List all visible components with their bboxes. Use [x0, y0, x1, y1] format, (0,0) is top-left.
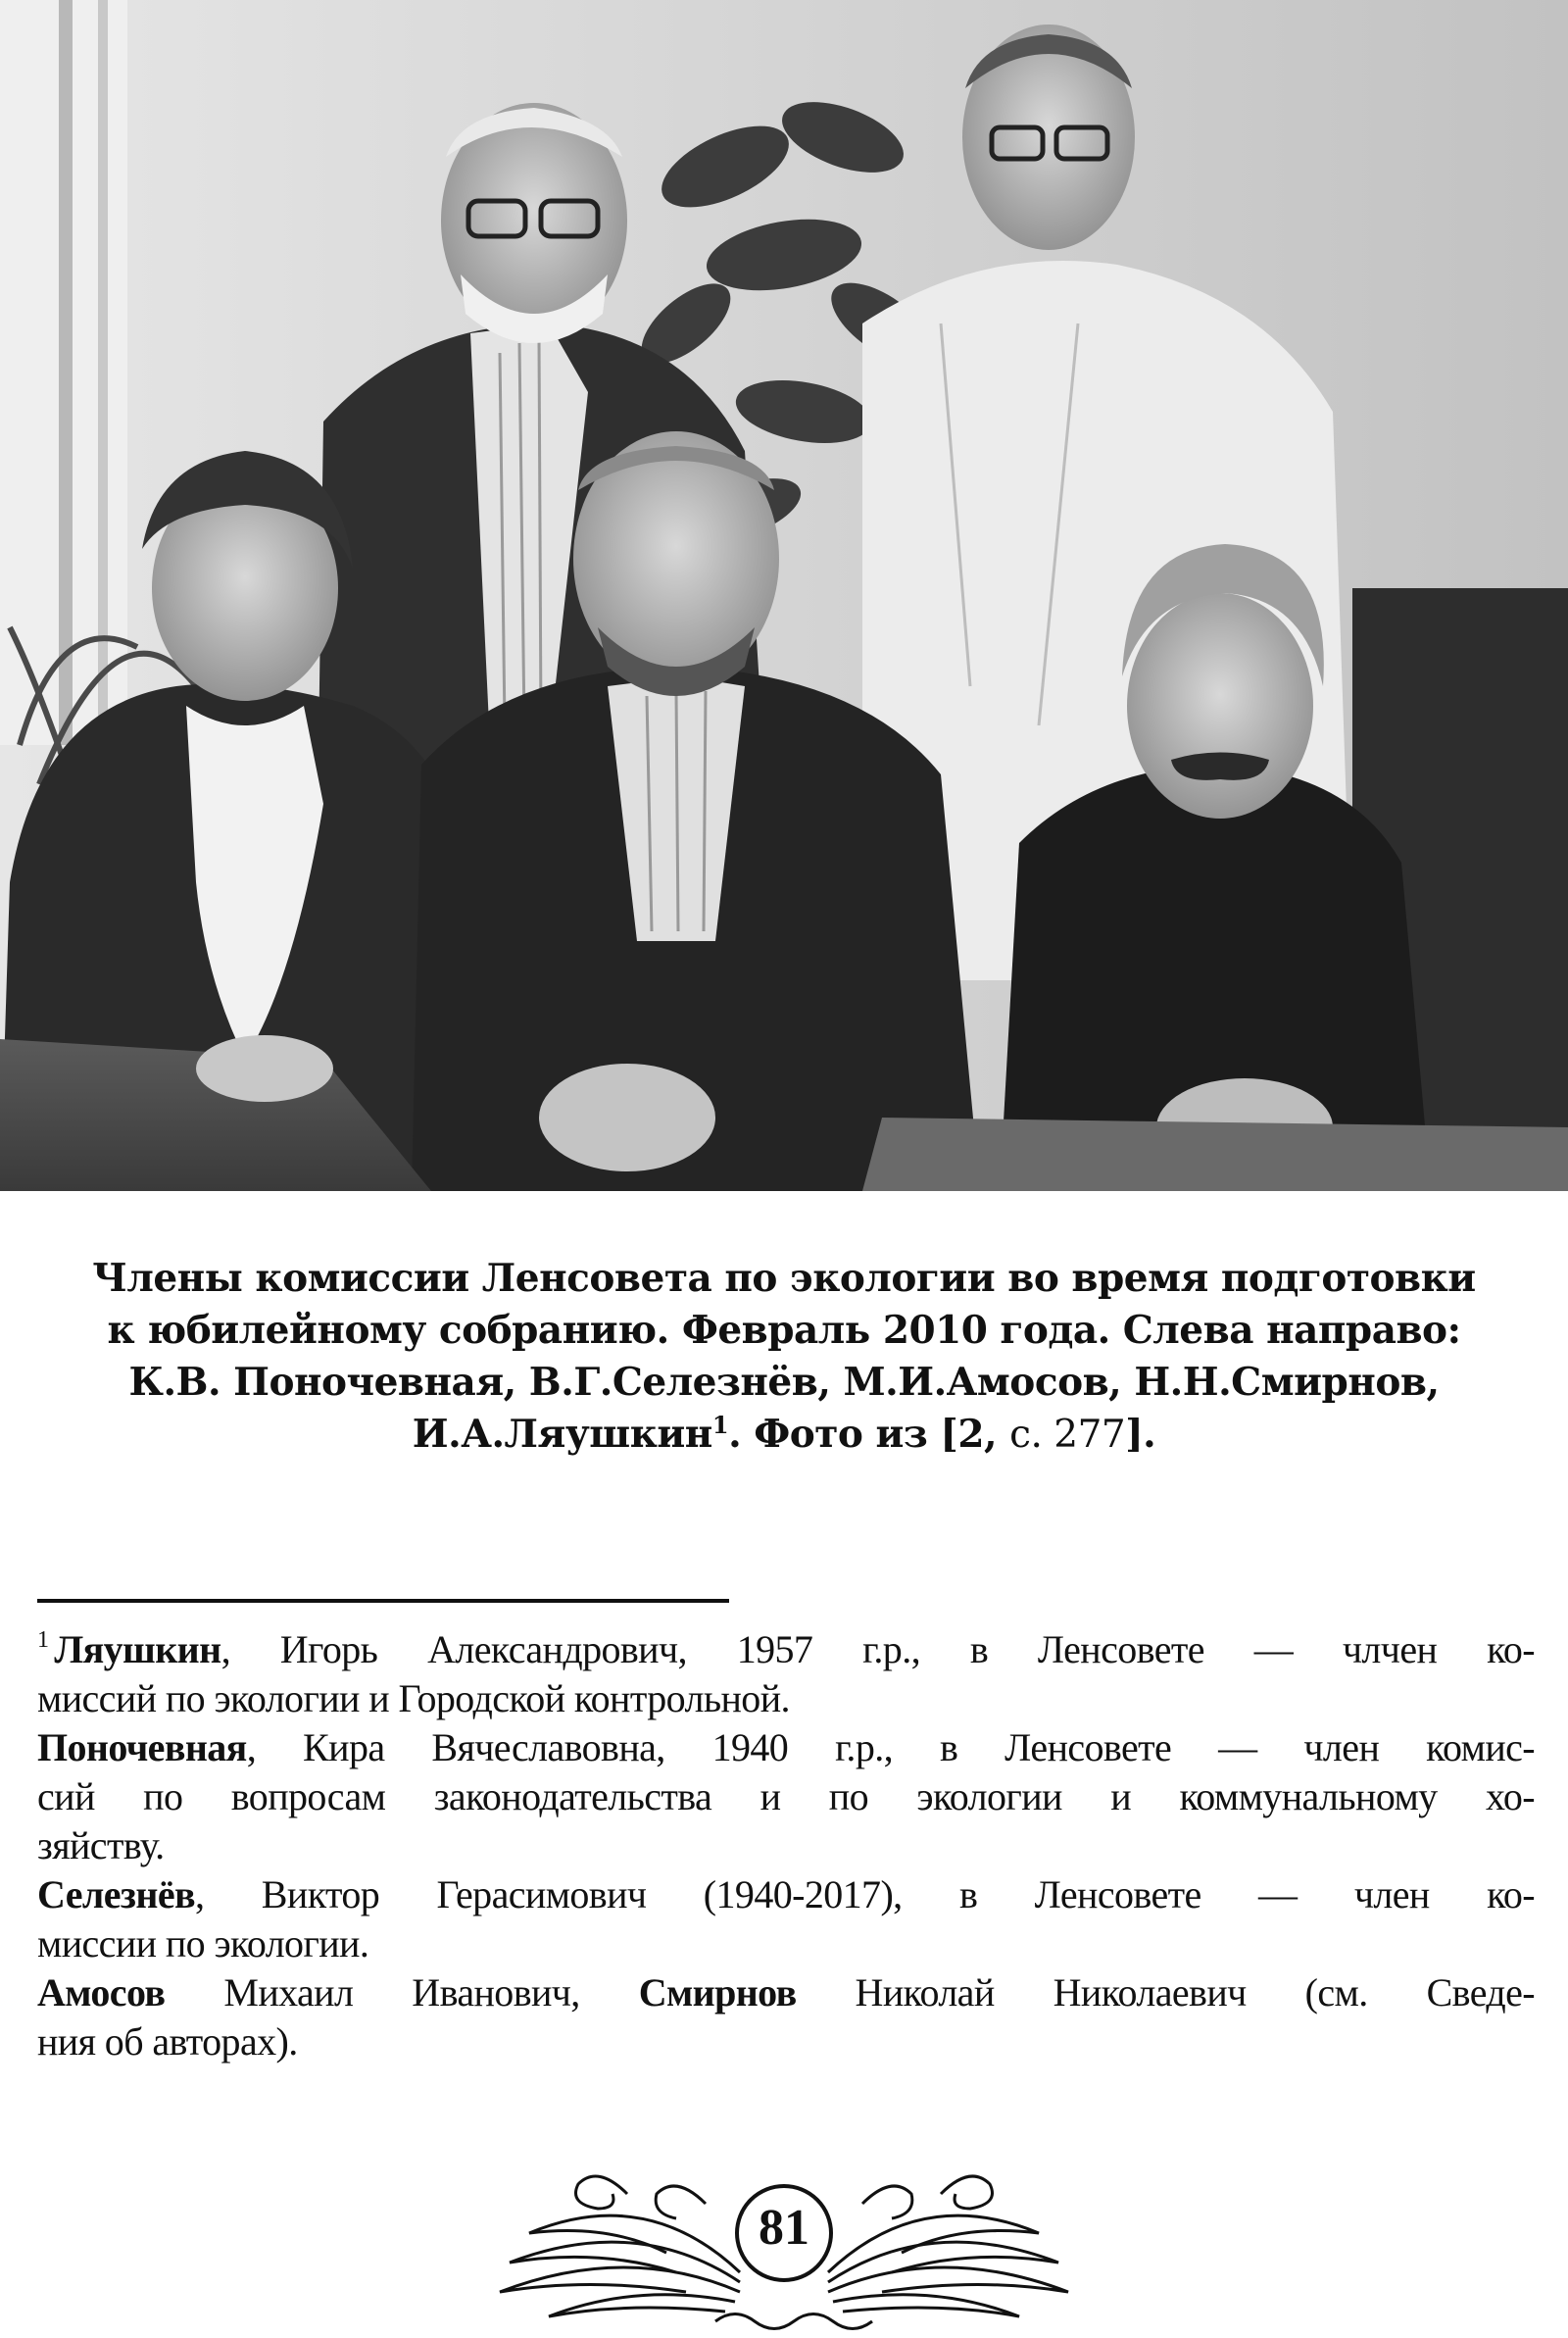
caption-line: Члены комиссии Ленсовета по экологии во время подготовки [92, 1256, 1476, 1301]
footnote-line: миссии по экологии. [37, 1921, 369, 1965]
caption-line [39, 1409, 1529, 1461]
footnote-line [37, 1723, 1535, 1772]
photo-caption [39, 1253, 1529, 1461]
footnote-marker: 1 [37, 1627, 49, 1653]
caption-text: . Фото из [2, [728, 1412, 1010, 1457]
footnote-text: , Кира Вячеславовна, 1940 г.р., в Ленсовете — член комис- [246, 1725, 1535, 1769]
footnote-name: Поночевная [37, 1725, 247, 1769]
footnote-line [37, 1968, 1535, 2017]
footnote-text: Николай Николаевич (см. Сведе- [796, 1970, 1535, 2015]
page-number: 81 [759, 2200, 809, 2256]
footnote-line [37, 1870, 1535, 1919]
caption-name: И.А.Ляушкин [412, 1412, 712, 1457]
footnote-line: ния об авторах). [37, 2019, 298, 2064]
footnote-line [37, 1625, 1535, 1674]
footnote-name: Селезнёв [37, 1872, 196, 1916]
footnote-text: , Виктор Герасимович (1940-2017), в Ленсовете — член ко- [195, 1872, 1535, 1916]
page-number-ornament [490, 2125, 1078, 2331]
footnotes [37, 1625, 1535, 2066]
caption-line: К.В. Поночевная, В.Г.Селезнёв, М.И.Амосов, Н.Н.Смирнов, [128, 1360, 1440, 1405]
footnote-line: сий по вопросам законодательства и по экологии и коммунальному хо- [37, 1774, 1535, 1818]
footnote-line: зяйству. [37, 1823, 165, 1867]
caption-page-ref: с. 277 [1009, 1413, 1126, 1457]
caption-line: к юбилейному собранию. Февраль 2010 года. Слева направо: [107, 1308, 1461, 1353]
footnote-text: , Игорь Александрович, 1957 г.р., в Ленсовете — члчен ко- [220, 1627, 1535, 1671]
footnote-name: Смирнов [638, 1970, 797, 2015]
footnote-line: миссий по экологии и Городской контрольной. [37, 1676, 790, 1720]
footnote-ref: 1 [711, 1411, 729, 1439]
footnote-name: Амосов [37, 1970, 166, 2015]
footnote-text: Михаил Иванович, [165, 1970, 639, 2015]
footnote-divider [37, 1599, 729, 1603]
footnote-name: Ляушкин [54, 1627, 221, 1671]
caption-text-end: ]. [1125, 1412, 1156, 1457]
